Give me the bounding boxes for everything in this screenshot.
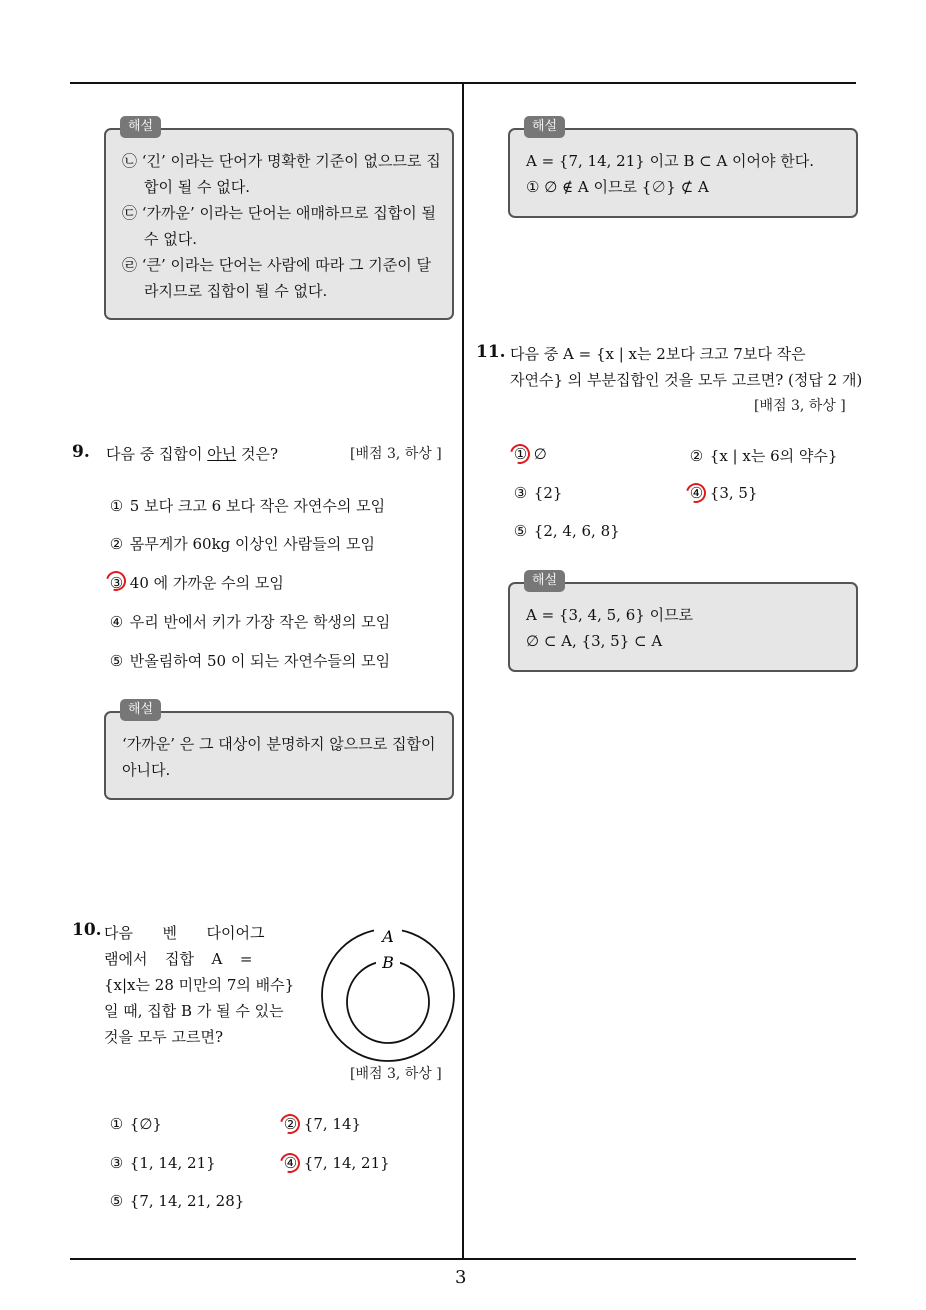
question-10-line: 다음 벤 다이어그 [104,924,265,942]
question-10-line: 것을 모두 고르면? [104,1028,224,1046]
q11-choice-5[interactable] [512,522,620,540]
choice-text: {2, 4, 6, 8} [533,522,620,540]
choice-text: 반올림하여 50 이 되는 자연수들의 모임 [129,652,391,670]
choice-number: ② [109,535,124,553]
venn-diagram [318,925,458,1065]
choice-text: {x | x는 6의 약수} [709,447,838,465]
question-11-line-1: 다음 중 A = {x | x는 2보다 크고 7보다 작은 [510,345,806,363]
question-10-meta: [배점 3, 하상 ] [350,1066,442,1082]
q10-choice-1[interactable] [108,1115,162,1133]
explanation-tag: 해설 [120,699,161,721]
question-9-text-underline: 아닌 [207,445,237,463]
q9-choice-2[interactable] [108,533,375,554]
question-9-meta: [배점 3, 하상 ] [350,446,442,462]
choice-number: ① [109,497,124,515]
bottom-rule [70,1258,856,1260]
choice-number: ③ [109,1154,124,1172]
explanation-line: ㉢ ‘가까운’ 이라는 단어는 애매하므로 집합이 될 [122,204,436,222]
explanation-box-q11 [508,573,858,672]
q11-choice-3[interactable] [512,484,562,502]
choice-number: ① [109,1115,124,1133]
explanation-line: ① ∅ ∉ A 이므로 {∅} ⊄ A [526,178,709,196]
choice-text: 몸무게가 60kg 이상인 사람들의 모임 [129,535,376,553]
explanation-tag: 해설 [120,116,161,138]
question-10-text [104,920,296,1050]
choice-text: {7, 14} [303,1115,362,1133]
question-9-text-pre: 다음 중 집합이 [106,445,208,463]
column-divider [462,82,464,1260]
q9-choice-1[interactable] [108,495,385,516]
choice-number: ③ [109,574,124,592]
choice-number: ① [513,445,528,463]
choice-number: ④ [109,613,124,631]
set-a-label: A [382,927,394,946]
choice-text: {3, 5} [709,484,758,502]
choice-text: 우리 반에서 키가 가장 작은 학생의 모임 [129,613,391,631]
choice-number: ② [283,1115,298,1133]
explanation-line: A = {3, 4, 5, 6} 이므로 [526,606,694,624]
question-11-meta: [배점 3, 하상 ] [754,398,846,414]
choice-text: {∅} [129,1115,162,1133]
explanation-line: A = {7, 14, 21} 이고 B ⊂ A 이어야 한다. [526,152,815,170]
explanation-line: 라지므로 집합이 될 수 없다. [144,282,328,300]
choice-text: ∅ [533,445,547,463]
choice-number: ⑤ [513,522,528,540]
q9-choice-3[interactable] [108,572,284,593]
question-10-line: 램에서 집합 A = [104,950,253,968]
choice-text: 40 에 가까운 수의 모임 [129,574,284,592]
question-10-line: {x|x는 28 미만의 7의 배수} [104,976,295,994]
choice-text: {1, 14, 21} [129,1154,216,1172]
choice-number: ③ [513,484,528,502]
explanation-line: 합이 될 수 없다. [144,178,251,196]
set-b-label: B [382,953,394,972]
explanation-box-q9 [104,702,454,800]
inner-circle-b [347,961,429,1043]
explanation-line: ∅ ⊂ A, {3, 5} ⊂ A [526,632,663,650]
choice-number: ④ [283,1154,298,1172]
explanation-line: 수 없다. [144,230,198,248]
q11-choice-2[interactable] [688,445,837,466]
explanation-tag: 해설 [524,116,565,138]
q10-choice-5[interactable] [108,1192,244,1210]
q9-choice-4[interactable] [108,611,390,632]
choice-number: ④ [689,484,704,502]
explanation-box-q8 [104,119,454,320]
explanation-box-q10 [508,119,858,218]
choice-number: ⑤ [109,1192,124,1210]
question-9-text-post: 것은? [236,445,279,463]
choice-text: 5 보다 크고 6 보다 작은 자연수의 모임 [129,497,386,515]
explanation-line: ‘가까운’ 은 그 대상이 분명하지 않으므로 집합이 [122,735,436,753]
explanation-line: ㉣ ‘큰’ 이라는 단어는 사람에 따라 그 기준이 달 [122,256,432,274]
page-number: 3 [455,1267,467,1288]
choice-number: ② [689,447,704,465]
outer-circle-a [322,929,454,1061]
explanation-line: ㉡ ‘긴’ 이라는 단어가 명확한 기준이 없으므로 집 [122,152,441,170]
choice-number: ⑤ [109,652,124,670]
explanation-line: 아니다. [122,761,171,779]
question-10-line: 일 때, 집합 B 가 될 수 있는 [104,1002,284,1020]
question-number-9: 9. [72,442,90,462]
q10-choice-3[interactable] [108,1154,216,1172]
choice-text: {7, 14, 21} [303,1154,390,1172]
q9-choice-5[interactable] [108,650,390,671]
explanation-tag: 해설 [524,570,565,592]
question-11-line-2: 자연수} 의 부분집합인 것을 모두 고르면? (정답 2 개) [510,371,863,389]
question-9-text [106,443,278,464]
choice-text: {2} [533,484,563,502]
question-number-10: 10. [72,920,102,940]
question-number-11: 11. [476,342,506,362]
choice-text: {7, 14, 21, 28} [129,1192,245,1210]
